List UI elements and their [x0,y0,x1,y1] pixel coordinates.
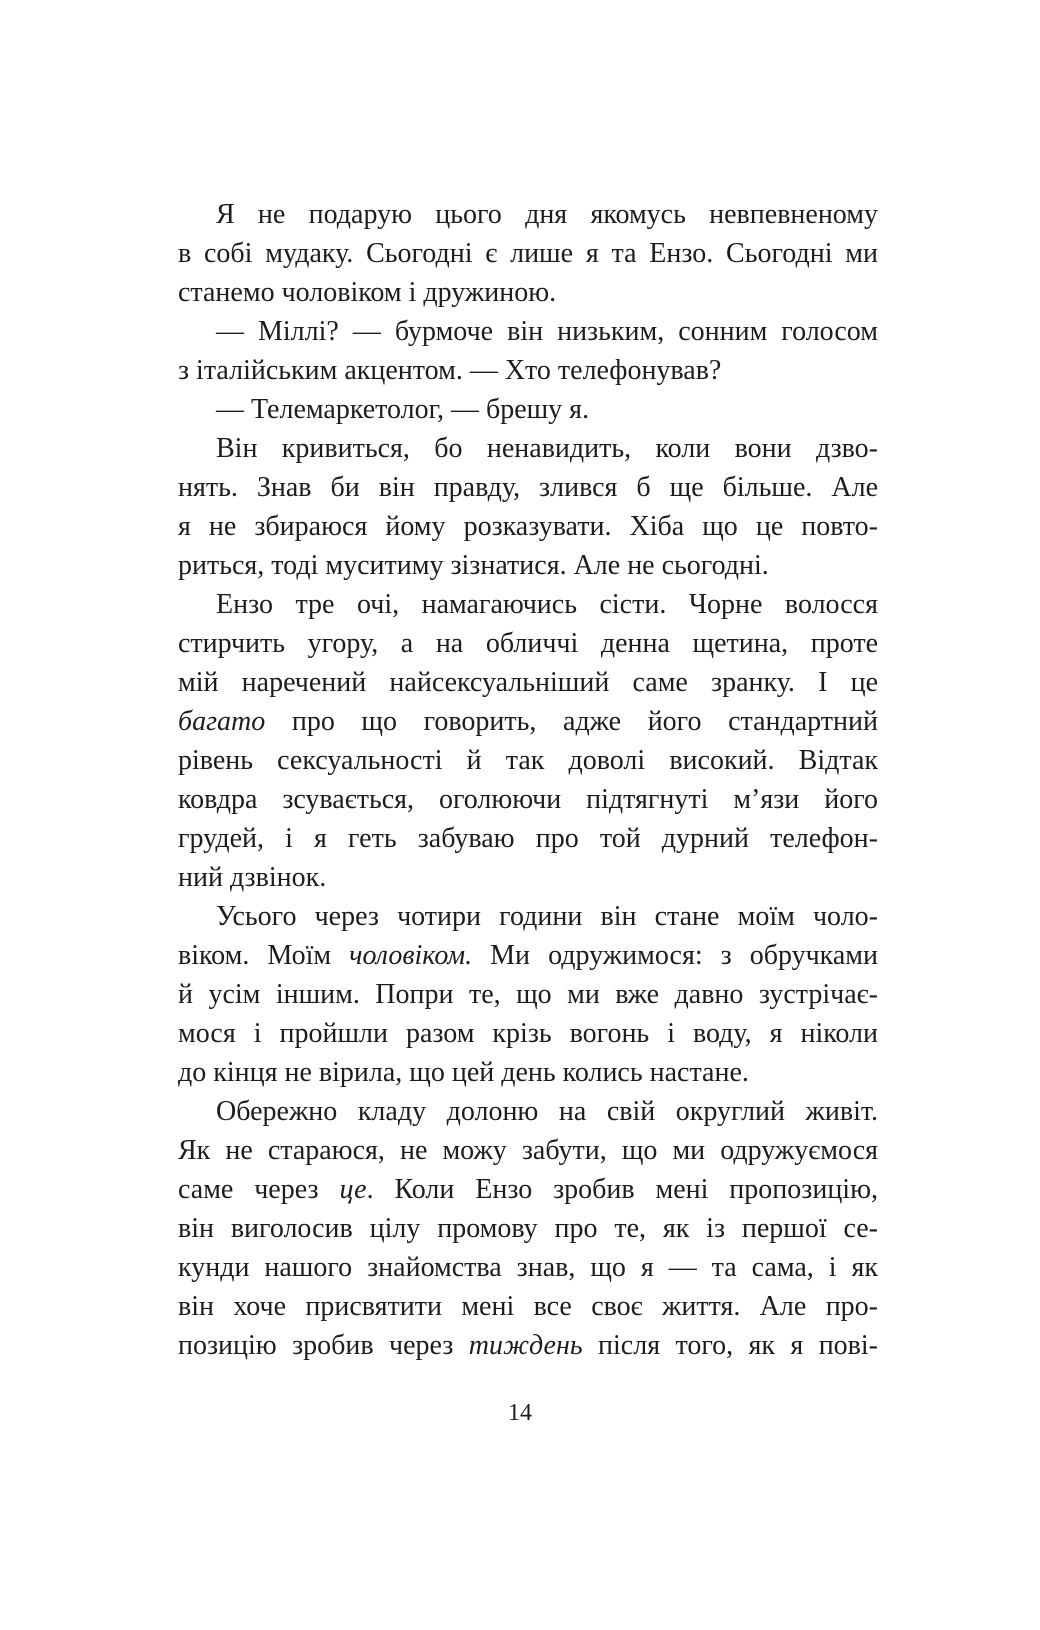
text-line [178,1248,878,1287]
text-line [178,234,878,273]
text-run: й усім іншим. Попри те, що ми вже давно зустрічає- [178,979,878,1010]
paragraph [178,897,878,1092]
text-line [178,1014,878,1053]
text-run: до кінця не вірила, що цей день колись настане. [178,1057,749,1088]
paragraph [178,312,878,390]
text-run: рівень сексуальності й так доволі високий. Відтак [178,745,878,776]
text-block [178,195,878,1365]
paragraph [178,195,878,312]
text-run: стирчить угору, а на обличчі денна щетина, проте [178,628,878,659]
paragraph [178,1092,878,1365]
text-line [178,702,878,741]
text-run: в собі мудаку. Сьогодні є лише я та Ензо. Сьогодні ми [178,238,878,269]
text-line [178,351,878,390]
text-run: . Коли Ензо зробив мені пропозицію, [366,1174,878,1205]
text-run: позицію зробив через [178,1330,469,1361]
text-line [178,429,878,468]
paragraph [178,585,878,897]
text-run: нять. Знав би він правду, злився б ще більше. Але [178,472,878,503]
text-line [178,936,878,975]
text-line [178,819,878,858]
text-line [178,390,878,429]
text-line [178,1287,878,1326]
text-line [178,195,878,234]
text-run: з італійським акцентом. — Хто телефонував? [178,355,722,386]
italic-text-run: це [339,1174,367,1205]
italic-text-run: чоловіком. [349,940,473,971]
text-run: саме через [178,1174,340,1205]
text-run: станемо чоловіком і дружиною. [178,277,557,308]
italic-text-run: багато [178,706,266,737]
text-run: Усього через чотири години він стане моїм чоло- [216,901,878,932]
text-run: після того, як я пові- [582,1330,879,1361]
page-number: 14 [508,1400,532,1426]
text-run: мій наречений найсексуальніший саме зранку. І це [178,667,878,698]
text-run: Я не подарую цього дня якомусь невпевненому [216,199,878,230]
text-line [178,1209,878,1248]
text-line [178,1326,878,1365]
italic-text-run: тиждень [468,1330,583,1361]
text-run: — Телемаркетолог, — брешу я. [216,394,590,425]
text-line [178,1131,878,1170]
text-line [178,624,878,663]
text-run: Ми одружимося: з обручками [472,940,878,971]
text-run: кунди нашого знайомства знав, що я — та сама, і як [178,1252,878,1283]
text-run: Ензо тре очі, намагаючись сісти. Чорне волосся [216,589,878,620]
text-run: про що говорить, адже його стандартний [265,706,878,737]
text-run: він виголосив цілу промову про те, як із першої се- [178,1213,878,1244]
text-line [178,585,878,624]
text-line [178,897,878,936]
text-run: віком. Моїм [178,940,350,971]
text-line [178,546,878,585]
text-line [178,1170,878,1209]
text-line [178,312,878,351]
text-line [178,1092,878,1131]
text-run: Як не стараюся, не можу забути, що ми одружуємося [178,1135,878,1166]
text-line [178,663,878,702]
text-run: грудей, і я геть забуваю про той дурний телефон- [178,823,878,854]
text-line [178,468,878,507]
text-run: Він кривиться, бо ненавидить, коли вони дзво- [216,433,878,464]
text-line [178,780,878,819]
text-line [178,975,878,1014]
text-run: мося і пройшли разом крізь вогонь і воду, я ніколи [178,1018,878,1049]
text-run: він хоче присвятити мені все своє життя. Але про- [178,1291,878,1322]
text-run: — Міллі? — бурмоче він низьким, сонним голосом [216,316,878,347]
text-line [178,507,878,546]
text-line [178,273,878,312]
text-line [178,858,878,897]
text-run: ковдра зсувається, оголюючи підтягнуті м’язи його [178,784,878,815]
text-line [178,741,878,780]
text-run: я не збираюся йому розказувати. Хіба що це повто- [178,511,878,542]
text-run: риться, тоді муситиму зізнатися. Але не сьогодні. [178,550,769,581]
paragraph [178,390,878,429]
text-run: ний дзвінок. [178,862,327,893]
paragraph [178,429,878,585]
text-run: Обережно кладу долоню на свій округлий живіт. [216,1096,878,1127]
text-line [178,1053,878,1092]
